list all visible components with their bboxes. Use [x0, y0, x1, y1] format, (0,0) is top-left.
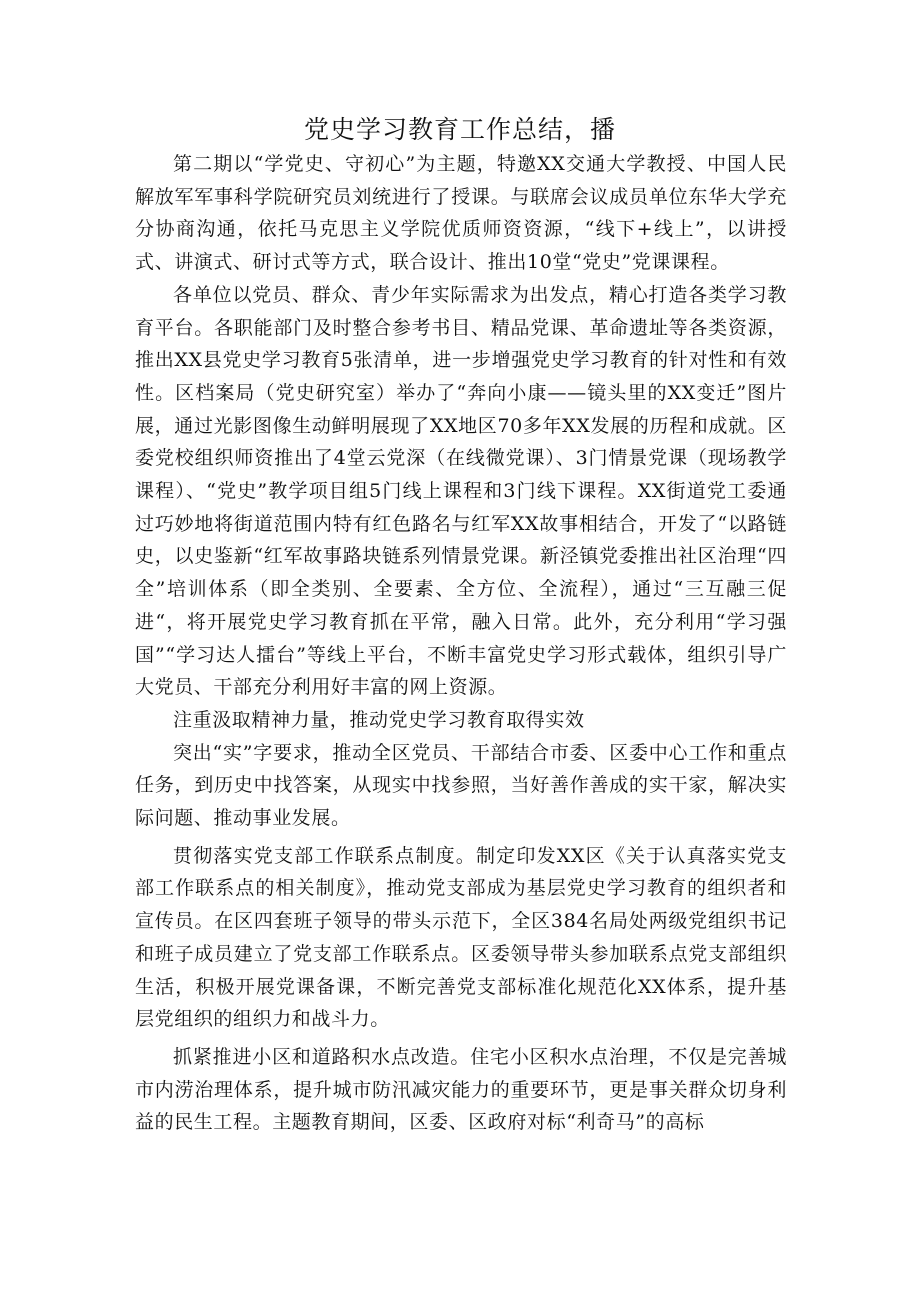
paragraph-practical-results: 突出“实”字要求，推动全区党员、干部结合市委、区委中心工作和重点任务，到历史中找答案，从现实中找参照，当好善作善成的实干家，解决实际问题、推动事业发展。: [135, 741, 787, 830]
paragraph-section-heading: 注重汲取精神力量，推动党史学习教育取得实效: [173, 708, 585, 731]
paragraph-learning-platforms: 各单位以党员、群众、青少年实际需求为出发点，精心打造各类学习教育平台。各职能部门及时整合参考书目、精品党课、革命遗址等各类资源，推出XX县党史学习教育5张清单，进一步增强党史学习教育的针对性和有效性。区档案局（党史研究室）举办了“奔向小康——镜头里的XX变迁”图片展，通过光影图像生动鲜明展现了XX地区70多年XX发展的历程和成就。区委党校组织师资推出了4堂云党深（在线微党课）、3门情景党课（现场教学课程）、“党史”教学项目组5门线上课程和3门线下课程。XX街道党工委通过巧妙地将街道范围内特有红色路名与红军XX故事相结合，开发了“以路链史，以史鉴新“红军故事路块链系列情景党课。新泾镇党委推出社区治理“四全”培训体系（即全类别、全要素、全方位、全流程），通过“三互融三促进“，将开展党史学习教育抓在平常，融入日常。此外，充分利用“学习强国”“学习达人擂台”等线上平台，不断丰富党史学习形式载体，组织引导广大党员、干部充分利用好丰富的网上资源。: [135, 283, 787, 699]
paragraph-lecture-series: 第二期以“学党史、守初心”为主题，特邀XX交通大学教授、中国人民解放军军事科学院研究员刘统进行了授课。与联席会议成员单位东华大学充分协商沟通，依托马克思主义学院优质师资资源，“线下+线上”，以讲授式、讲演式、研讨式等方式，联合设计、推出10堂“党史”党课课程。: [135, 153, 787, 274]
document-body: [135, 148, 787, 1139]
paragraph-contact-points: 贯彻落实党支部工作联系点制度。制定印发XX区《关于认真落实党支部工作联系点的相关制度》，推动党支部成为基层党史学习教育的组织者和宣传员。在区四套班子领导的带头示范下，全区384名局处两级党组织书记和班子成员建立了党支部工作联系点。区委领导带头参加联系点党支部组织生活，积极开展党课备课，不断完善党支部标准化规范化XX体系，提升基层党组织的组织力和战斗力。: [135, 844, 787, 1031]
document-title: 党史学习教育工作总结，播: [303, 115, 616, 144]
paragraph-waterlogging: 抓紧推进小区和道路积水点改造。住宅小区积水点治理，不仅是完善城市内涝治理体系，提升城市防汛减灾能力的重要环节，更是事关群众切身利益的民生工程。主题教育期间，区委、区政府对标“利奇马”的高标: [135, 1045, 787, 1134]
